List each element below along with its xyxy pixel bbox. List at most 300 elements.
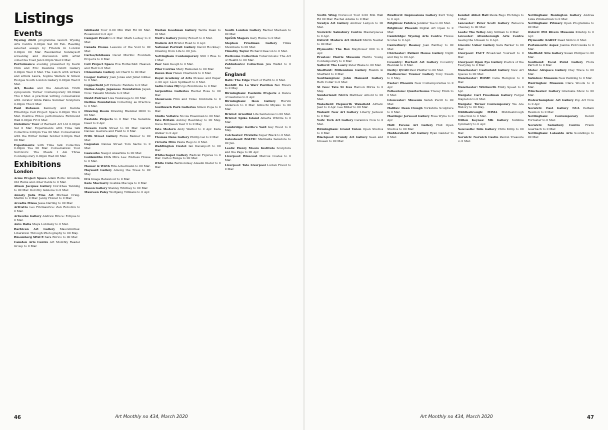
listing-entry-text: Clare Woods to 0 Mar. (527, 80, 594, 89)
listing-entry-text: Sara Barker to 00 Mar. (457, 42, 524, 51)
listing-entry-name: Margate: Turner Contemporary (457, 101, 511, 106)
listing-entry-text: Emily Speed to 0 Apr. (457, 84, 524, 93)
listing-entry-name: Nottingham: Primary (527, 21, 563, 26)
listing-column (84, 29, 150, 408)
listing-entry (155, 162, 221, 170)
listing-column (458, 14, 524, 408)
listing-entry-text: Hurvin Anderson to 0 Mar. Ishiuchi Miyako to 00 Mar. (224, 99, 291, 112)
listing-entry-name: Brighton: Fabrica (387, 21, 416, 26)
listing-entry-text: Open Studios to 0 Mar. (317, 126, 384, 135)
listing-entry-text: Wolfgang Tillmans to 0 Apr. (109, 190, 150, 195)
issue-line: Art Monthly no 434, March 2020 (420, 415, 493, 420)
listing-entry-name: Studio Voltaire (154, 113, 179, 118)
listing-entry-text: Maya Lubinsky to 0 Mar. (32, 222, 69, 227)
listing-entry-text: Matthew Arnold to 00 Mar. (317, 93, 384, 102)
listing-entry-text: Mire Lee: Endless House to 0 Mar. (84, 155, 151, 164)
left-page-footer (0, 414, 303, 422)
listing-entry-name: Gateshead: BALTIC (224, 137, 257, 142)
listing-entry-name: Pilar Corrias (154, 66, 176, 71)
listing-entry-text: Ben Rivers to 0 May. (224, 82, 291, 91)
listing-entry-name: Ishibashi (84, 29, 100, 32)
listing-entry-name: Portsmouth: Aspex (527, 42, 559, 47)
listing-entry-text: Flora Parrott to 0 Mar. (527, 59, 594, 68)
listing-entry (84, 191, 150, 195)
listing-entry-text: Simon Pope to 0 Mar. (154, 105, 221, 114)
listing-column (317, 14, 383, 408)
listing-entry-text: David Hockney: Drawing from Life to 00 Jun. (154, 45, 221, 54)
listing-entry (14, 87, 80, 107)
listing-column (155, 29, 221, 408)
listing-entry-name: Peer (154, 62, 162, 67)
listing-entry-name: Lancaster: Peter Scott Gallery (457, 21, 510, 26)
listing-entry-text: Alberta Whittle to 0 Mar. (224, 116, 291, 125)
listing-entry-name: Manchester: Whitworth (457, 84, 497, 89)
listing-entry-text: Denzil Forrester to 0 Mar. (527, 114, 594, 123)
listing-entry-name: St Ives: Tate St Ives (317, 84, 353, 89)
listing-entry-text: Ian Davenport to 00 Mar. (154, 144, 221, 153)
listing-entry-text: Image Behaviour to 0 Mar. (91, 176, 131, 181)
listing-column (225, 29, 291, 408)
listing-entry-name: Newcastle: Side Gallery (457, 126, 497, 131)
listing-entry-text: and the American Truth symposium Turner Contemporary 00.00am Thu 0 Mar. A practical writing conversation with curator Gilda Paine Summer Sculpture 0.00pm Thu 0 Mar. (14, 86, 81, 106)
listing-entry-text: Chris Killip to 00 Mar. (457, 126, 524, 135)
listing-entry-text: Andrew Bruce: Eclipse to 0 Mar. (14, 213, 81, 222)
listing-entry-name: Colchester: Firstsite (224, 132, 258, 137)
listing-entry-name: Hayward Gallery (84, 168, 112, 173)
left-page (0, 0, 303, 430)
listing-entry-text: Still I Rise to 0 Mar. (154, 53, 221, 62)
listing-entry-name: Hull: Ferens Art Gallery (387, 122, 433, 127)
listing-entry-text: New Painting to 0 Mar. (558, 76, 593, 81)
listing-entry-name: Hastings: Jerwood Gallery (387, 114, 430, 119)
listing-entry-text: Pop Art Now to 0 Apr. (527, 97, 594, 106)
listing-entry-text: Peter Blake to 00 Mar. (348, 63, 382, 68)
listing-entry-text: Sara Enrico to 00 Mar. (44, 235, 78, 240)
listing-entry-name: Performance (14, 62, 35, 67)
listing-entry-text: Oscar Murillo: Fountain Projects to 0 Mar. (84, 53, 151, 62)
listing-entry-text: Lessons of the Void to 00 Mar. (84, 44, 151, 53)
listing-entry-name: Modern Art (154, 40, 174, 45)
listing-entry-name: Leicester: Attenborough Arts Centre (457, 34, 524, 39)
listing-entry-name: Wakefield: Hepworth Wakefield (317, 101, 371, 106)
listing-entry-name: Flowers Cork (84, 125, 107, 130)
listing-entry-name: South London Gallery (224, 29, 262, 32)
listing-entry-text: Andy Warhol to 0 Apr. Kara Walker to 0 Apr. (154, 126, 221, 135)
listing-entry-name: Maureen Paley (84, 190, 109, 195)
listing-entry-text: Art Monthly Reader Group to 0 Mar. (14, 239, 81, 248)
listing-entry-text: Rachel Rose to 00 Mar. (154, 88, 221, 97)
listing-entry-text: Lisa Yuskavage to 00 Mar. (108, 95, 147, 100)
listing-entry-name: White Cube (154, 160, 174, 165)
listing-entry-text: to 0 Mar. Mark Leckey to 0 Mar. (84, 36, 151, 45)
listing-entry-text: Dead Skin to 0 Mar. (557, 38, 587, 43)
listing-entry-name: Zabludowicz Collection (224, 62, 264, 67)
listing-entry-text: Andrew Lanyon to 00 Mar. (317, 21, 384, 30)
listing-entry-name: Southampton: John Hansard Gallery (317, 76, 384, 81)
listing-entry-name: Arcadia Missa (14, 200, 37, 205)
listing-entry-text: Fiona Banner to 00 Mar. (84, 133, 151, 142)
listing-entry-name: Oxford: Pitt Rivers Museum (527, 29, 575, 34)
listing-entry-name: Alison Jacques Gallery (14, 184, 52, 189)
listing-entry-text: Among the Trees to 00 May. (84, 168, 151, 177)
page-number: 47 (587, 415, 594, 421)
listing-entry-name: National Portrait Gallery (154, 45, 196, 50)
listing-entry-text: Sublime Symmetry to 0 Apr. (457, 118, 524, 127)
listing-entry-text: Helen Chadwick to 0 Mar. (173, 71, 212, 76)
listing-column (528, 14, 594, 408)
listing-entry-text: Michael Craig-Martin to 0 Mar. Jenny Holzer to 0 Mar. (14, 192, 81, 201)
section-heading: Exhibitions (14, 159, 61, 169)
listing-entry-name: Canterbury: Beaney (387, 42, 421, 47)
listing-entry-text: Night and Day to 00 Apr. (387, 51, 454, 60)
listing-entry-text: Beth Collar to 0 Mar. (317, 80, 348, 85)
listing-entry-text: Bermondsey Anselm Kiefer to 0 Mar. (154, 160, 221, 169)
listing-entry-name: Manchester: HOME (457, 76, 491, 81)
listing-entry-text: Yorkshire Sculpture to 0 Mar. (387, 106, 454, 114)
listing-entry-name: Birmingham: Grand Union (317, 126, 362, 131)
listing-entry-text: Tony Swain to 0 May. (387, 72, 454, 81)
listing-entry-text: to 0 Mar. The Sensible Dead to 0 Apr. (84, 117, 151, 126)
listing-entry-name: Outsiders' Tour (14, 122, 40, 127)
listing-entry-text: Ruskin in Sheffield to 0 Mar. (317, 67, 384, 76)
listing-entry-name: Middlesbrough: MIMA (457, 109, 498, 114)
listing-entry-text: A Dance of Gestures to 0 Apr. (224, 90, 291, 99)
listing-entry-text: Rachel Maclean to 00 Mar. (224, 29, 291, 36)
listing-entry-text: Picasso and Paper to 00 Apr. Léon Spilliaert to 0 Mar. (154, 75, 221, 84)
listing-entry-name: Southend: Focal Point Gallery (527, 59, 583, 64)
listing-entry-text: Rita Ackermann to 00 Mar. (110, 163, 151, 168)
listing-entry-name: Margate: Carl Freedman Gallery (457, 93, 513, 98)
listing-entry-text: Liberty Jackson to 0 Mar. (317, 109, 384, 118)
listing-entry-name: Blackpool: Grundy Art Gallery (317, 135, 368, 140)
listing-entry-name: Royal Academy of Arts (154, 75, 193, 80)
listing-entry-name: Nottingham: Bonington Gallery (527, 14, 582, 17)
subsection-heading: London (14, 170, 34, 176)
listing-entry-text: Masculinities: Liberation Through Photography to 00 May. (14, 226, 81, 235)
listing-entry (14, 144, 80, 160)
listing-entry-text: Joan Eardley to 00 Mar. (387, 42, 454, 51)
listing-entry-name: Serpentine Galleries (154, 88, 189, 93)
listing-entry-text: Seen and Unseen to 00 Mar. (317, 135, 384, 144)
listing-entry-text: Hull Open Studios to 00 Mar. (387, 122, 454, 131)
listing-entry-name: Cambridge: Wysing Arts Centre (387, 34, 442, 39)
listing-entry-text: Shirin Neshat to 00 Mar. (317, 38, 384, 47)
listing-entry-text: Clay Trace to 00 Mar. (527, 67, 594, 76)
listing-entry-name: Paul Robeson (14, 106, 40, 111)
listing-entry-text: Marinella Senatore to 00 Jun. (224, 137, 291, 146)
listing-entry-text: Nicole Eisenman to 00 Mar. (179, 113, 221, 118)
listing-entry-text: Kinship to 0 Apr. (527, 29, 594, 38)
listing-entry-text: Digital Art Open to 0 Mar. (387, 25, 454, 34)
listing-entry-name: Sprüth Magers (224, 36, 250, 41)
listing-entry-name: Birmingham: Eastside Projects (224, 90, 277, 95)
listing-entry-name: Norwich: East Gallery NUA (527, 106, 580, 111)
listing-entry-text: Joan Jonas and Juliet Gillies to 0 Mar. (84, 74, 151, 83)
section-heading: Events (14, 29, 43, 38)
listing-entry-text: Seeing the Unseen to 0 Apr. (457, 38, 499, 43)
listing-entry-name: Showroom (154, 97, 172, 102)
listings-masthead: Listings (14, 11, 74, 27)
listing-entry (14, 39, 80, 62)
listing-entry-name: Cell Project Space (84, 61, 115, 66)
listing-entry-text: of Bernard Art Ltd 0.00pm Sat 0 Mar. Experiments with Time talk Collective 0.00pm Tue 00 Mar. Conversation with the Writer Indian Soldier 0.00pm Wed 00 Mar. (14, 122, 81, 143)
listing-entry-name: Canada House (84, 44, 109, 49)
listing-entry-text: Ceramics Now to 0 Mar. (317, 118, 384, 127)
listing-entry (317, 136, 383, 144)
listing-entry-text: Richard Deacon to 0 Mar. (250, 49, 288, 54)
listing-entry-name: Annely Juda Fine Art (14, 192, 54, 197)
listing-entry-text: Adam Rolfe: Grounds, Old Ruins and other fields to 0 Mar. (14, 175, 81, 184)
listing-entry-name: Lisson Gallery (84, 185, 108, 190)
listing-entry-name: Timothy Taylor (224, 49, 250, 54)
right-page-content (317, 12, 594, 408)
right-page-columns (317, 14, 594, 408)
listing-entry-name: Matt's Gallery (154, 36, 178, 41)
listing-entry-name: Frith Street Gallery (84, 133, 118, 138)
listing-entry-name: Tate Modern (154, 126, 176, 131)
listing-entry-name: Delfina Foundation (84, 100, 116, 105)
listing-entry-text: Rebecca Chesney to 00 Mar. (457, 21, 524, 30)
listing-entry-name: Gasworks (84, 150, 100, 155)
listing-entry-name: Gagosian (84, 142, 100, 147)
listing-entry-text: Jimmy Robert to 0 Mar. (178, 36, 213, 41)
listing-entry (14, 63, 80, 86)
listing-entry-name: Thomas Dane Gallery (154, 135, 190, 140)
listing-entry-text: Masterpieces to 0 Apr. (317, 29, 384, 38)
listing-entry-name: Manchester: Castlefield Gallery (457, 67, 510, 72)
listing-entry-name: Sheffield: Site Gallery (527, 51, 564, 56)
listing-entry-name: Drawing Room (84, 108, 109, 113)
left-page-columns (14, 29, 291, 408)
listing-entry-name: Marian Goodman Gallery (154, 29, 197, 32)
listing-entry (14, 123, 80, 143)
listing-entry-text: Super Black to 0 Mar. (258, 132, 291, 137)
listing-entry-name: Bath: The Edge (224, 78, 250, 83)
listing-entry (14, 241, 80, 249)
listing-entry-text: Broadcast Yourself to 0 Mar. (457, 51, 524, 60)
listing-entry-name: Leeds: Henry Moore Institute (224, 145, 275, 150)
listing-entry-name: Stoke: Airspace Gallery (527, 67, 567, 72)
listing-entry-name: Nottingham Contemporary (154, 53, 199, 58)
listing-entry-text: Tuberculosis: The Art of Health to 00 Mar. (224, 53, 291, 62)
listing-entry-name: Stephen Friedman Gallery (224, 40, 278, 45)
listing-entry-text: Ali Cherri to 00 Mar. (115, 70, 147, 75)
listing-entry-text: Rose Wylie to 0 Apr. (387, 114, 454, 123)
listing-entry-text: Tracey Emin to 0 Mar. (387, 89, 454, 98)
listing-entry-text: Andrea Luka Zimmerman to 0 Mar. (527, 14, 594, 21)
listing-entry-name: Walsall: New Art Gallery (317, 109, 359, 114)
listing-entry-text: Open Programme to 00 Mar. (527, 21, 594, 30)
listing-entry-text: Coventry Biennial to 0 Mar. (387, 59, 454, 68)
listing-entry-text: Joanna Piotrowska to 0 Mar. (527, 42, 594, 51)
page-number: 46 (14, 415, 21, 421)
listing-entry-text: Sculpture and the Page to 00 Apr. (224, 145, 291, 154)
listing-entry-name: Wolverhampton: Art Gallery (527, 97, 574, 102)
listing-entry-name: Art, Books (14, 86, 34, 91)
listing-entry-name: Cooper Gallery (84, 74, 109, 79)
listing-entry-name: Barbican Art Gallery (14, 226, 55, 231)
listing-entry-name: David Zwirner (84, 95, 108, 100)
listing-entry-text: Kurt Tong to 0 Apr. (387, 14, 454, 21)
listing-entry-text: Jeff Vickers: Fanfare to 0 Mar. (103, 82, 148, 87)
listing-entry-text: Alfredo Jaar to 0 Apr. Lee Miller to 00 Mar. (317, 101, 384, 110)
listing-entry-text: Japan Now: Takeshi Murata to 0 Mar. (84, 87, 151, 96)
listing-entry-text: Harris Young Contemporary to 0 Mar. (317, 55, 384, 63)
listing-entry-text: Paula Rego to 0 Mar. (176, 139, 208, 144)
listing-entry-text: Tour 0.00 Min Wall Rd 00 Mar. Rosamund to 0 Apr. (84, 29, 151, 36)
listing-entry-text: Goshka Macuga to 0 Mar. (109, 181, 148, 186)
listing-entry-name: Plymouth: KARST (527, 38, 557, 43)
listing-entry-name: Copperfield (84, 82, 103, 87)
listing-entry-text: Graduate Show to 00 Mar. (527, 89, 594, 98)
listing-entry-text: We Are History to 00 May. (457, 101, 524, 110)
listing-entry-name: Huddersfield: Art Gallery (387, 131, 429, 136)
listing-entry-text: Stanley Whitney to 00 Mar. (108, 185, 149, 190)
listing-entry-name: Dallas-Anglo Japanese Foundation (84, 87, 141, 92)
listing-entry-name: Victoria Miro (154, 139, 177, 144)
listing-entry-text: Celia Hempton to 0 Mar. (457, 76, 524, 85)
listing-entry-text: Mary Ramsden to 00 Mar. (176, 66, 215, 71)
listing-entry-name: Eastside Projects (84, 117, 113, 122)
listing-entry-text: New Art Spaces to 00 Mar. (457, 67, 524, 76)
listing-entry-name: Goldsmiths CCA (84, 155, 111, 160)
listing-entry-name: Plymouth: The Box (317, 46, 350, 51)
listing-entry-name: Gloucester: Museum (387, 97, 422, 102)
listing-entry-text: Life Sentences to 00 Mar. (253, 111, 291, 116)
listing-entry-name: Cambridge: Kettle's Yard (224, 124, 267, 129)
listing-entry-name: Liverpool: FACT (457, 51, 485, 56)
listing-entry-name: Whitechapel Gallery (154, 152, 188, 157)
listing-entry-name: Bristol: Spike Island (224, 116, 260, 121)
left-page-content (14, 12, 291, 408)
listing-entry-name: Kendal: Abbot Hall (457, 14, 489, 17)
listing-entry-name: Warrington: Museum (527, 80, 564, 85)
listing-entry-name: Liverpool: Bluecoat (224, 154, 258, 159)
listing-entry-name: Halifax: Dean Clough (387, 106, 423, 111)
listing-entry (14, 107, 80, 123)
listing-entry-text: with Time talk Collective 0.00pm Tue 00 Mar. Conversation: Your Survivors: The Pleats I Am Three Contemporary 0.00pm Wed 00 Mar. (14, 142, 81, 159)
listing-entry-text: Jala Wahid to 0 Mar. (224, 62, 291, 71)
listing-entry-name: Experiments (14, 142, 35, 147)
listing-entry-name: Campoli Presti (84, 36, 109, 41)
listing-entry-text: evening presented by Kevin Chin and Eric Dawkins Cubitt Gallery 0.00pm Wed 0 Mar. The Lunch with writers and artists Laura, Sophie Walters & Simon Hodges South London Gallery 0.00pm Wed 0 Mar. (14, 62, 81, 86)
listing-entry-name: Norwich: Sainsbury Centre (527, 122, 581, 127)
listing-entry (387, 132, 453, 140)
listing-entry-text: Street to 00 Mar. Gareth Davies: Gesture and Field to 0 Mar. (84, 125, 151, 134)
listing-entry-name: Leeds: The Tetley (457, 29, 486, 34)
listing-entry-name: Wellcome Collection (224, 53, 258, 58)
issue-line: Art Monthly no 434, March 2020 (115, 415, 188, 420)
listing-entry-text: Haroon Mirza to 0 May. (317, 84, 384, 93)
listing-entry-text: Frank Auerbach to 0 Mar. (527, 122, 594, 131)
listing-entry-name: Chichester: Pallant House Gallery (387, 51, 444, 56)
listing-entry-name: Sheffield: Millennium Gallery (317, 67, 367, 72)
listing-entry-name: North Wing (317, 14, 337, 17)
listing-entry-name: Swindon: Museum (527, 76, 558, 81)
listing-entry-text: Lucian Freud to 0 Mar. (224, 162, 291, 171)
listing-entry-text: Marcus Coates to 0 Mar. (224, 154, 291, 163)
listing-entry (225, 164, 291, 172)
listing-entry-name: Nottingham: Lakeside Arts (527, 131, 573, 136)
listing-entry-text: Tract of Earth to 0 Mar. (250, 78, 286, 83)
listing-entry-name: Auto Italia (14, 222, 32, 227)
listing-entry (225, 100, 291, 112)
listing-entry (528, 132, 594, 140)
listing-entry-text: Sarah Pucill to 00 Mar. (387, 97, 454, 106)
listing-entry (458, 136, 524, 144)
listing-entry-text: Radical Figures to 0 Mar. Carlos Bunga to 00 Mar. (154, 152, 221, 161)
right-page (305, 0, 608, 430)
listing-column (14, 29, 80, 408)
listing-entry-text: Jennifer Tee to 00 Mar. (416, 21, 451, 26)
listing-entry-text: Mayflower 000 to 0 Apr. (317, 46, 384, 55)
listing-entry-name: Acme Project Space (14, 175, 47, 180)
listing-entry-name: York: York Art Gallery (317, 118, 354, 123)
listing-entry-name: Derby: QUAD (387, 67, 409, 72)
listing-entry-name: Hauser & Wirth (84, 163, 110, 168)
listing-entry-text: Norwood Tour 0.00 Min Wall Rd 00 Mar. Rachel Adams to 0 Mar. (317, 14, 384, 21)
listing-entry-text: Paula Rego Etchings to 0 Mar. (457, 14, 524, 21)
listing-entry-name: Folkestone: Quarterhouse (387, 89, 430, 94)
listing-entry-text: Poetics of the Everyday to 0 Mar. (457, 59, 524, 68)
listing-entry-name: ArtCatto (14, 205, 28, 210)
listing-entry-name: Carlos/Ishikawa (84, 53, 111, 58)
listing-entry (225, 63, 291, 71)
listing-entry-name: Bloomberg SPACE (14, 235, 44, 240)
listing-entry-text: Sam Keogh to 0 Mar. (162, 62, 194, 67)
listing-entry-name: Birmingham: Ikon Gallery (224, 99, 276, 104)
listing-entry-name: Wysing 2020 (14, 38, 37, 42)
listing-entry-name: Raven Row (154, 71, 173, 76)
listing-entry-text: Gary Hume to 0 Mar. (249, 36, 281, 41)
listing-entry-text: Susan Philipsz to 00 Mar. (527, 51, 594, 60)
listing-entry-name: Lincoln: Usher Gallery (457, 42, 495, 47)
listing-entry-name: Brighton: Phoenix (387, 25, 418, 30)
listing-entry-text: Pelham Reunion to 0 Mar. (527, 106, 594, 114)
listing-entry-text: Ryan Gander to 0 Mar. (387, 131, 454, 140)
listing-entry-name: Southwark Park Galleries (154, 105, 196, 110)
listing-entry-name: Preston: Harris Museum (317, 55, 360, 60)
listing-entry-name: Liverpool: Tate Liverpool (224, 162, 266, 167)
listing-entry-text: Kennedy and Kembe Etheridge Cell Project Space 0.00pm Thu 0 Mar. Positive Ethos performance Richmond Wall 0.00pm Fri 0 Mar. (14, 106, 81, 122)
listing-entry-text: Collecting as Practice to 0 Mar. (84, 100, 151, 109)
subsection-heading: England (224, 72, 246, 78)
listing-entry-name: Tate Britain (154, 118, 175, 123)
listing-entry-name: ICA (84, 176, 91, 181)
listing-entry-name: Liverpool: Open Eye Gallery (457, 59, 503, 64)
listing-entry-text: New Contemporaries to 0 Apr. (387, 80, 454, 89)
listing-entry-text: Jesse Darling to 00 Mar. (37, 200, 74, 205)
listing-entry-name: Chisenhale Gallery (84, 70, 115, 75)
listing-entry-text: Amy Sillman to 0 Mar. (486, 29, 520, 34)
listing-entry-name: Salford: The Lowry (317, 63, 348, 68)
listing-entry-name: Sunderland: NGCA (317, 93, 349, 98)
listing-entry-text: Soundings to 00 Mar. (527, 131, 594, 140)
listing-entry-name: Norwich: Norwich Castle (457, 135, 499, 140)
listing-entry-name: Norwich: Sainsbury Centre (317, 29, 362, 34)
right-page-footer (305, 414, 608, 422)
listing-entry-name: Camden Arts Centre (14, 239, 49, 244)
listing-entry-text: Paston Treasure to 0 Mar. (457, 135, 524, 144)
listing-entry-name: Sadie Coles HQ (154, 84, 180, 89)
listing-column (387, 14, 453, 408)
listing-entry-text: Phillip Lai to 0 Mar. (190, 135, 220, 140)
listing-entry-name: Bristol: Arnolfini (224, 111, 253, 116)
listing-entry-text: Ugo Rondinone to 0 Mar. (180, 84, 218, 89)
listing-entry-text: Middlesbrough Collection to 0 Mar. (457, 109, 524, 118)
listing-entry-text: Yinka Shonibare to 00 Mar. (224, 40, 291, 49)
listing-entry-name: Coventry: Herbert Art Gallery (387, 59, 439, 64)
